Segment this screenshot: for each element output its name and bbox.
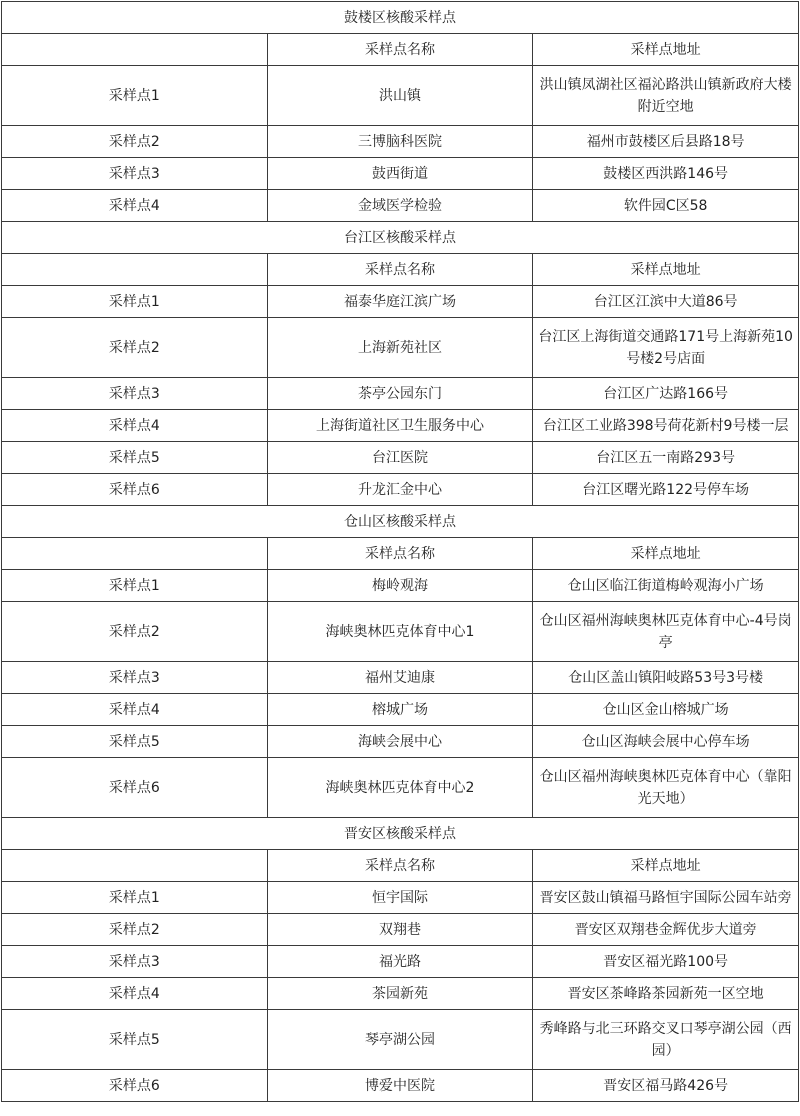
point-name-cell: 双翔巷 (267, 914, 533, 946)
table-row (2, 882, 799, 914)
header-name-cell: 采样点名称 (267, 850, 533, 882)
point-name-cell: 鼓西街道 (267, 158, 533, 190)
point-id-cell: 采样点3 (2, 946, 268, 978)
point-address-cell: 台江区曙光路122号停车场 (533, 474, 799, 506)
point-address-cell: 福州市鼓楼区后县路18号 (533, 126, 799, 158)
header-blank-cell (2, 538, 268, 570)
point-address-cell: 仓山区金山榕城广场 (533, 694, 799, 726)
table-row (2, 662, 799, 694)
point-name-cell: 三博脑科医院 (267, 126, 533, 158)
table-row (2, 1010, 799, 1070)
header-name-cell: 采样点名称 (267, 34, 533, 66)
column-header-row (2, 254, 799, 286)
point-id-cell: 采样点2 (2, 318, 268, 378)
point-name-cell: 海峡会展中心 (267, 726, 533, 758)
column-header-row (2, 34, 799, 66)
point-address-cell: 仓山区海峡会展中心停车场 (533, 726, 799, 758)
point-id-cell: 采样点5 (2, 1010, 268, 1070)
point-id-cell: 采样点1 (2, 882, 268, 914)
header-address-cell: 采样点地址 (533, 538, 799, 570)
point-address-cell: 台江区上海街道交通路171号上海新苑10号楼2号店面 (533, 318, 799, 378)
table-body (2, 2, 799, 1102)
point-name-cell: 洪山镇 (267, 66, 533, 126)
header-name-cell: 采样点名称 (267, 538, 533, 570)
point-address-cell: 晋安区鼓山镇福马路恒宇国际公园车站旁 (533, 882, 799, 914)
point-id-cell: 采样点3 (2, 158, 268, 190)
table-row (2, 1070, 799, 1102)
point-name-cell: 上海新苑社区 (267, 318, 533, 378)
point-name-cell: 茶园新苑 (267, 978, 533, 1010)
point-name-cell: 福州艾迪康 (267, 662, 533, 694)
point-address-cell: 仓山区临江街道梅岭观海小广场 (533, 570, 799, 602)
point-id-cell: 采样点6 (2, 758, 268, 818)
point-name-cell: 茶亭公园东门 (267, 378, 533, 410)
section-title-row (2, 506, 799, 538)
table-row (2, 190, 799, 222)
table-row (2, 126, 799, 158)
point-address-cell: 台江区五一南路293号 (533, 442, 799, 474)
point-name-cell: 榕城广场 (267, 694, 533, 726)
point-id-cell: 采样点4 (2, 190, 268, 222)
point-name-cell: 金域医学检验 (267, 190, 533, 222)
table-row (2, 694, 799, 726)
point-name-cell: 上海街道社区卫生服务中心 (267, 410, 533, 442)
header-name-cell: 采样点名称 (267, 254, 533, 286)
header-blank-cell (2, 34, 268, 66)
table-row (2, 158, 799, 190)
sampling-points-table (1, 1, 799, 1102)
point-id-cell: 采样点2 (2, 602, 268, 662)
table-row (2, 726, 799, 758)
point-address-cell: 晋安区福光路100号 (533, 946, 799, 978)
point-address-cell: 台江区广达路166号 (533, 378, 799, 410)
point-name-cell: 恒宇国际 (267, 882, 533, 914)
point-id-cell: 采样点1 (2, 66, 268, 126)
point-address-cell: 晋安区福马路426号 (533, 1070, 799, 1102)
point-name-cell: 升龙汇金中心 (267, 474, 533, 506)
point-name-cell: 博爱中医院 (267, 1070, 533, 1102)
header-address-cell: 采样点地址 (533, 850, 799, 882)
point-id-cell: 采样点1 (2, 286, 268, 318)
table-row (2, 66, 799, 126)
point-address-cell: 仓山区盖山镇阳岐路53号3号楼 (533, 662, 799, 694)
point-address-cell: 秀峰路与北三环路交叉口琴亭湖公园（西园） (533, 1010, 799, 1070)
table-row (2, 318, 799, 378)
table-row (2, 474, 799, 506)
point-address-cell: 晋安区茶峰路茶园新苑一区空地 (533, 978, 799, 1010)
point-id-cell: 采样点1 (2, 570, 268, 602)
point-address-cell: 仓山区福州海峡奥林匹克体育中心-4号岗亭 (533, 602, 799, 662)
point-id-cell: 采样点4 (2, 410, 268, 442)
table-row (2, 602, 799, 662)
point-name-cell: 海峡奥林匹克体育中心1 (267, 602, 533, 662)
table-row (2, 946, 799, 978)
point-address-cell: 台江区工业路398号荷花新村9号楼一层 (533, 410, 799, 442)
point-id-cell: 采样点2 (2, 126, 268, 158)
point-id-cell: 采样点5 (2, 442, 268, 474)
header-address-cell: 采样点地址 (533, 254, 799, 286)
section-title-row (2, 2, 799, 34)
point-address-cell: 软件园C区58 (533, 190, 799, 222)
point-name-cell: 福光路 (267, 946, 533, 978)
section-title: 鼓楼区核酸采样点 (2, 2, 799, 34)
point-address-cell: 鼓楼区西洪路146号 (533, 158, 799, 190)
point-address-cell: 仓山区福州海峡奥林匹克体育中心（靠阳光天地） (533, 758, 799, 818)
column-header-row (2, 538, 799, 570)
point-name-cell: 琴亭湖公园 (267, 1010, 533, 1070)
point-address-cell: 台江区江滨中大道86号 (533, 286, 799, 318)
point-name-cell: 海峡奥林匹克体育中心2 (267, 758, 533, 818)
table-row (2, 978, 799, 1010)
section-title: 仓山区核酸采样点 (2, 506, 799, 538)
table-row (2, 758, 799, 818)
section-title-row (2, 222, 799, 254)
table-row (2, 410, 799, 442)
point-address-cell: 晋安区双翔巷金辉优步大道旁 (533, 914, 799, 946)
table-row (2, 570, 799, 602)
point-name-cell: 福泰华庭江滨广场 (267, 286, 533, 318)
column-header-row (2, 850, 799, 882)
point-address-cell: 洪山镇凤湖社区福沁路洪山镇新政府大楼附近空地 (533, 66, 799, 126)
header-blank-cell (2, 850, 268, 882)
point-name-cell: 台江医院 (267, 442, 533, 474)
section-title: 台江区核酸采样点 (2, 222, 799, 254)
section-title-row (2, 818, 799, 850)
point-id-cell: 采样点4 (2, 694, 268, 726)
header-address-cell: 采样点地址 (533, 34, 799, 66)
section-title: 晋安区核酸采样点 (2, 818, 799, 850)
point-id-cell: 采样点3 (2, 378, 268, 410)
table-row (2, 378, 799, 410)
point-id-cell: 采样点4 (2, 978, 268, 1010)
header-blank-cell (2, 254, 268, 286)
point-id-cell: 采样点5 (2, 726, 268, 758)
table-row (2, 286, 799, 318)
table-row (2, 914, 799, 946)
table-row (2, 442, 799, 474)
point-id-cell: 采样点2 (2, 914, 268, 946)
point-name-cell: 梅岭观海 (267, 570, 533, 602)
point-id-cell: 采样点6 (2, 474, 268, 506)
point-id-cell: 采样点3 (2, 662, 268, 694)
point-id-cell: 采样点6 (2, 1070, 268, 1102)
